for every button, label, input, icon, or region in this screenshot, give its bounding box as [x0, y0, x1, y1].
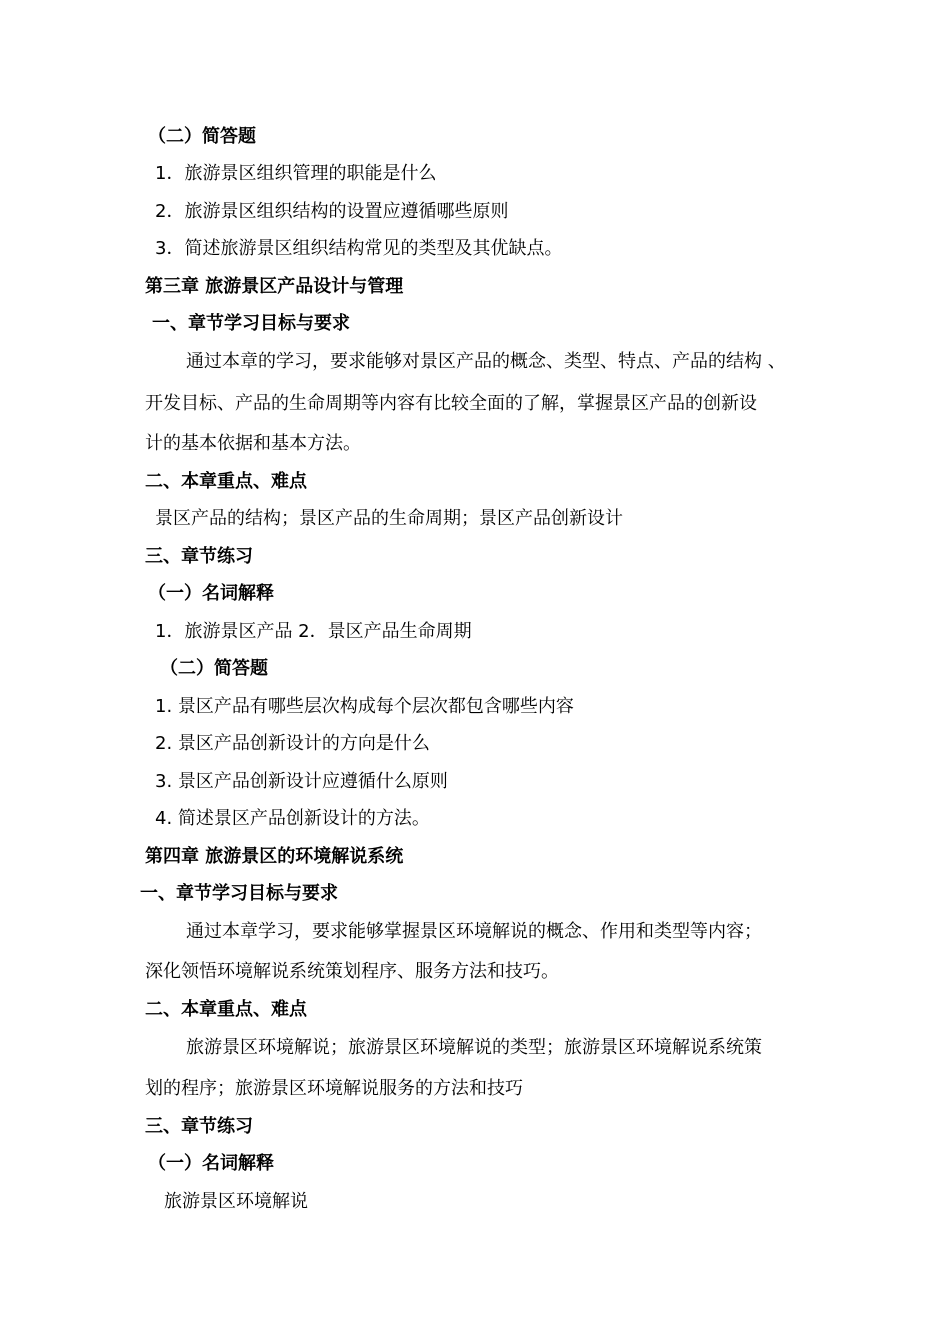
section-heading-exercises: 三、章节练习 [145, 1116, 253, 1137]
section-heading-short-answer: （二）简答题 [148, 126, 256, 147]
paragraph-line: 开发目标、产品的生命周期等内容有比较全面的了解，掌握景区产品的创新设 [145, 393, 757, 414]
paragraph-line: 旅游景区环境解说；旅游景区环境解说的类型；旅游景区环境解说系统策 [186, 1037, 762, 1058]
question-item: 2. 景区产品创新设计的方向是什么 [155, 733, 430, 754]
paragraph-line: 深化领悟环境解说系统策划程序、服务方法和技巧。 [145, 961, 559, 982]
question-item: 3．简述旅游景区组织结构常见的类型及其优缺点。 [155, 238, 563, 259]
terms-list: 1．旅游景区产品 2．景区产品生命周期 [155, 621, 472, 642]
question-item: 3. 景区产品创新设计应遵循什么原则 [155, 771, 448, 792]
section-heading-short-answer: （二）简答题 [160, 658, 268, 679]
paragraph-line: 通过本章的学习，要求能够对景区产品的概念、类型、特点、产品的结构 、 [186, 351, 786, 372]
question-item: 4. 简述景区产品创新设计的方法。 [155, 808, 430, 829]
section-heading-terms: （一）名词解释 [148, 1153, 274, 1174]
paragraph-line: 计的基本依据和基本方法。 [145, 433, 361, 454]
section-heading-exercises: 三、章节练习 [145, 546, 253, 567]
question-item: 1．旅游景区组织管理的职能是什么 [155, 163, 437, 184]
section-heading-keypoints: 二、本章重点、难点 [145, 471, 307, 492]
section-heading-objectives: 一、章节学习目标与要求 [140, 883, 338, 904]
paragraph-line: 通过本章学习，要求能够掌握景区环境解说的概念、作用和类型等内容； [186, 921, 762, 942]
terms-list: 旅游景区环境解说 [164, 1191, 308, 1212]
section-heading-terms: （一）名词解释 [148, 583, 274, 604]
section-heading-objectives: 一、章节学习目标与要求 [152, 313, 350, 334]
section-heading-keypoints: 二、本章重点、难点 [145, 999, 307, 1020]
keypoints-text: 景区产品的结构；景区产品的生命周期；景区产品创新设计 [155, 508, 623, 529]
question-item: 2．旅游景区组织结构的设置应遵循哪些原则 [155, 201, 509, 222]
paragraph-line: 划的程序；旅游景区环境解说服务的方法和技巧 [145, 1078, 523, 1099]
chapter-title-4: 第四章 旅游景区的环境解说系统 [145, 846, 404, 867]
chapter-title-3: 第三章 旅游景区产品设计与管理 [145, 276, 404, 297]
question-item: 1. 景区产品有哪些层次构成每个层次都包含哪些内容 [155, 696, 574, 717]
